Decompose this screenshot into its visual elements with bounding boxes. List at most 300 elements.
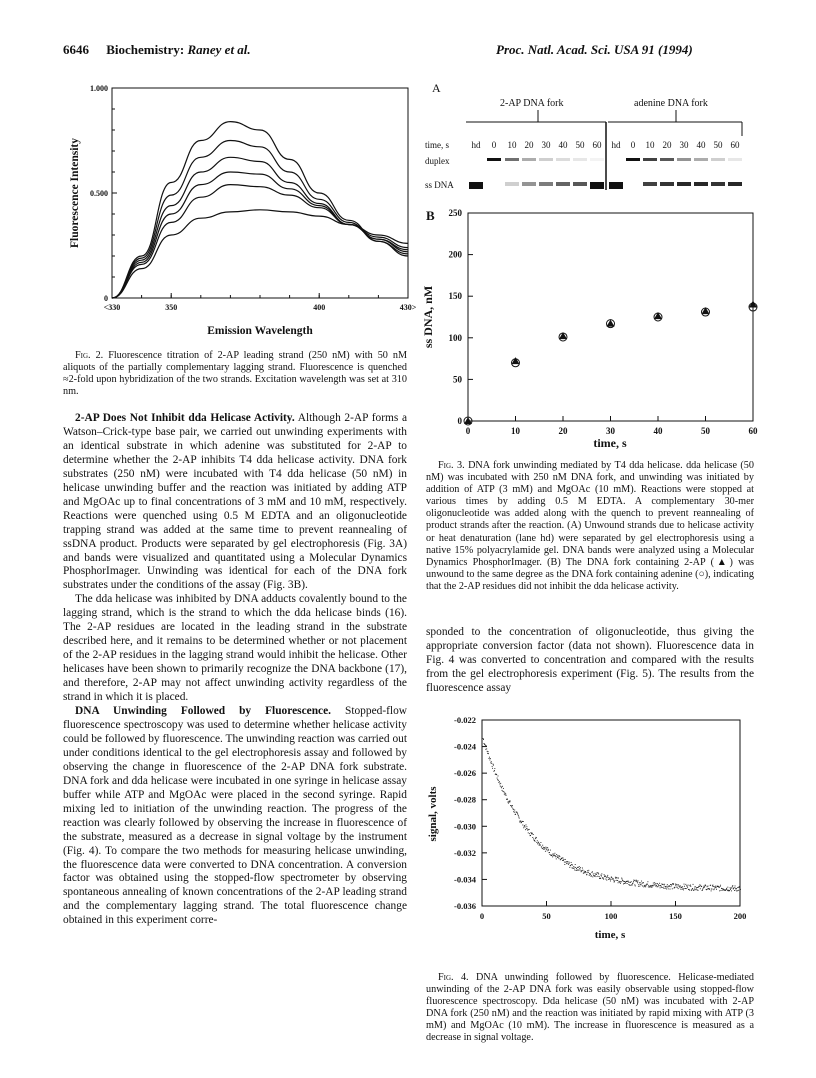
fig4-data-point bbox=[527, 829, 528, 830]
fig4-data-point bbox=[539, 843, 540, 844]
fig4-data-point bbox=[731, 887, 732, 888]
fig4-data-point bbox=[592, 876, 593, 877]
fig4-data-point bbox=[564, 862, 565, 863]
fig4-data-point bbox=[729, 890, 730, 891]
fig2-xtick-label: 430> bbox=[399, 303, 417, 312]
fig2-frame bbox=[112, 88, 408, 298]
fig4-data-point bbox=[504, 792, 505, 793]
fig4-data-point bbox=[589, 873, 590, 874]
fig4-data-point bbox=[646, 885, 647, 886]
fig4-data-point bbox=[645, 885, 646, 886]
fig4-data-point bbox=[715, 886, 716, 887]
fig4-data-point bbox=[726, 889, 727, 890]
fig4-data-point bbox=[650, 886, 651, 887]
fig4-data-point bbox=[695, 889, 696, 890]
fig4-data-point bbox=[608, 877, 609, 878]
fig3b-chart bbox=[420, 205, 760, 450]
fig4-data-point bbox=[698, 887, 699, 888]
fig4-data-point bbox=[582, 870, 583, 871]
fig4-data-point bbox=[556, 854, 557, 855]
fig4-data-point bbox=[489, 758, 490, 759]
fig4-data-point bbox=[520, 821, 521, 822]
fig4-data-point bbox=[696, 888, 697, 889]
fig3a-lane-label: 20 bbox=[524, 140, 534, 150]
fig4-data-point bbox=[633, 881, 634, 882]
fig4-data-point bbox=[716, 889, 717, 890]
fig4-data-point bbox=[670, 889, 671, 890]
fig4-data-point bbox=[569, 863, 570, 864]
fig2-caption bbox=[63, 350, 407, 398]
fig4-data-point bbox=[659, 885, 660, 886]
fig3b-xtick-label: 30 bbox=[606, 426, 615, 436]
fig4-data-point bbox=[606, 877, 607, 878]
fig4-data-point bbox=[634, 884, 635, 885]
fig4-data-point bbox=[505, 794, 506, 795]
fig4-data-point bbox=[493, 764, 494, 765]
fig4-data-point bbox=[677, 884, 678, 885]
fig4-data-point bbox=[565, 859, 566, 860]
fig4-data-point bbox=[682, 889, 683, 890]
fig4-data-point bbox=[654, 884, 655, 885]
fig4-data-point bbox=[681, 887, 682, 888]
fig4-data-point bbox=[577, 870, 578, 871]
fig3a-band-duplex bbox=[522, 158, 536, 161]
fig4-data-point bbox=[615, 878, 616, 879]
fig4-data-point bbox=[680, 886, 681, 887]
fig4-data-point bbox=[701, 886, 702, 887]
fig4-data-point bbox=[714, 886, 715, 887]
fig4-data-point bbox=[601, 873, 602, 874]
fig4-data-point bbox=[638, 886, 639, 887]
fig4-data-point bbox=[533, 834, 534, 835]
fig4-data-point bbox=[597, 872, 598, 873]
fig4-data-point bbox=[600, 875, 601, 876]
fig4-data-point bbox=[578, 870, 579, 871]
fig4-data-point bbox=[558, 858, 559, 859]
fig4-data-point bbox=[491, 763, 492, 764]
fig4-data-point bbox=[594, 875, 595, 876]
fig4-data-point bbox=[655, 884, 656, 885]
fig4-data-point bbox=[519, 822, 520, 823]
fig4-data-point bbox=[710, 885, 711, 886]
fig3a-band-duplex bbox=[711, 158, 725, 161]
fig4-data-point bbox=[564, 864, 565, 865]
fig4-data-point bbox=[675, 884, 676, 885]
fig4-data-point bbox=[535, 841, 536, 842]
fig4-data-point bbox=[658, 884, 659, 885]
fig4-data-point bbox=[543, 848, 544, 849]
fig4-data-point bbox=[613, 880, 614, 881]
fig4-data-point bbox=[571, 862, 572, 863]
fig4-data-point bbox=[695, 886, 696, 887]
fig4-data-point bbox=[512, 807, 513, 808]
fig4-data-point bbox=[521, 822, 522, 823]
fig4-data-point bbox=[733, 888, 734, 889]
fig4-data-point bbox=[661, 887, 662, 888]
fig4-data-point bbox=[584, 871, 585, 872]
fig4-data-point bbox=[711, 890, 712, 891]
fig4-data-point bbox=[738, 887, 739, 888]
right-column bbox=[426, 626, 754, 696]
fig3b-xlabel: time, s bbox=[593, 436, 627, 450]
fig4-data-point bbox=[603, 879, 604, 880]
fig4-data-point bbox=[502, 786, 503, 787]
fig4-data-point bbox=[666, 887, 667, 888]
fig4-data-point bbox=[598, 874, 599, 875]
fig4-data-point bbox=[523, 827, 524, 828]
fig3a-lane-label: 60 bbox=[592, 140, 602, 150]
fig4-data-point bbox=[633, 883, 634, 884]
fig4-data-point bbox=[700, 885, 701, 886]
fig4-data-point bbox=[609, 879, 610, 880]
fig4-data-point bbox=[501, 786, 502, 787]
fig3a-band-ss bbox=[573, 182, 587, 186]
fig4-data-point bbox=[732, 885, 733, 886]
fig4-data-point bbox=[645, 886, 646, 887]
fig4-data-point bbox=[692, 888, 693, 889]
paragraph-2ap: Although 2-AP forms a Watson–Crick-type base pair, we carried out unwinding experiments with an identical substrate in which adenine was substituted for 2-AP to determine whether the 2-AP inhibits T4 dda helicase activity. DNA fork substrates (250 nM) were incubated with T4 dda helicase (50 nM) in helicase unwinding buffer and the reaction was initiated by adding ATP and MgOAc up to final concentrations of 3 mM and 10 mM, respectively. Reactions were quenched using 0.5 M EDTA and an oligonucleotide trapping strand was added at the same time to prevent reannealing of ssDNA product. Products were separated by gel electrophoresis (Fig. 3A) and bands were visualized and quantitated using a Molecular Dynamics PhosphorImager. Unwinding was identical for each of the DNA fork substrates under the conditions of the assay (Fig. 3B). bbox=[63, 412, 407, 592]
fig3a-group-right: adenine DNA fork bbox=[634, 98, 708, 109]
fig3a-group-left: 2-AP DNA fork bbox=[500, 98, 564, 109]
fig4-data-point bbox=[616, 877, 617, 878]
fig4-data-point bbox=[575, 864, 576, 865]
fig4-data-point bbox=[621, 881, 622, 882]
fig4-data-point bbox=[659, 883, 660, 884]
fig4-data-point bbox=[705, 885, 706, 886]
fig3a-band-ss bbox=[469, 182, 483, 189]
fig4-data-point bbox=[618, 882, 619, 883]
fig4-data-point bbox=[702, 889, 703, 890]
fig4-data-point bbox=[513, 809, 514, 810]
fig4-data-point bbox=[592, 871, 593, 872]
fig4-data-point bbox=[686, 888, 687, 889]
fig4-data-point bbox=[596, 876, 597, 877]
fig4-data-point bbox=[736, 888, 737, 889]
fig3b-ytick-label: 200 bbox=[448, 249, 462, 260]
fig4-data-point bbox=[623, 880, 624, 881]
fig4-data-point bbox=[586, 872, 587, 873]
fig4-data-point bbox=[506, 795, 507, 796]
fig4-data-point bbox=[512, 808, 513, 809]
fig4-data-point bbox=[572, 865, 573, 866]
fig3a-band-duplex bbox=[643, 158, 657, 161]
fig4-data-point bbox=[515, 814, 516, 815]
fig4-data-point bbox=[687, 887, 688, 888]
fig3b-ytick-label: 150 bbox=[448, 291, 462, 302]
fig3a-time-label: time, s bbox=[425, 140, 449, 150]
fig4-data-point bbox=[666, 888, 667, 889]
fig4-data-point bbox=[644, 885, 645, 886]
fig4-data-point bbox=[487, 751, 488, 752]
fig3a-lane-label: 10 bbox=[645, 140, 655, 150]
fig4-data-point bbox=[568, 861, 569, 862]
fig4-data-point bbox=[673, 883, 674, 884]
fig4-data-point bbox=[586, 874, 587, 875]
fig4-ylabel: signal, volts bbox=[427, 786, 439, 842]
fig3a-lane-label: 30 bbox=[541, 140, 551, 150]
section-heading-unwinding: DNA Unwinding Followed by Fluorescence. bbox=[75, 705, 331, 718]
fig4-data-point bbox=[513, 811, 514, 812]
fig4-data-point bbox=[563, 859, 564, 860]
fig4-data-point bbox=[730, 887, 731, 888]
fig4-data-point bbox=[679, 887, 680, 888]
fig3a-band-duplex bbox=[660, 158, 674, 161]
fig3a-band-ss bbox=[609, 182, 623, 189]
fig3a-lane-label: 0 bbox=[630, 140, 636, 150]
fig4-data-point bbox=[553, 853, 554, 854]
fig4-data-point bbox=[624, 883, 625, 884]
fig4-data-point bbox=[494, 770, 495, 771]
fig4-data-point bbox=[533, 838, 534, 839]
fig4-data-point bbox=[642, 886, 643, 887]
paragraph-conversion: sponded to the concentration of oligonucleotide, thus giving the appropriate conversion factor (data not shown). Fluorescence data in Fig. 4 was converted to concentration and compared with the results from the gel electrophoresis experiment (Fig. 5). The results from the fluorescence assay bbox=[426, 626, 754, 694]
fig4-data-point bbox=[670, 886, 671, 887]
fig4-data-point bbox=[493, 771, 494, 772]
fig3a-band-ss bbox=[643, 182, 657, 186]
fig4-data-point bbox=[652, 887, 653, 888]
fig4-data-point bbox=[548, 850, 549, 851]
fig4-data-point bbox=[656, 886, 657, 887]
fig4-data-point bbox=[734, 887, 735, 888]
fig4-data-point bbox=[637, 881, 638, 882]
fig4-data-point bbox=[559, 856, 560, 857]
fig4-ytick-label: -0.026 bbox=[454, 768, 476, 779]
fig4-data-point bbox=[656, 885, 657, 886]
fig4-data-point bbox=[500, 786, 501, 787]
fig4-data-point bbox=[514, 810, 515, 811]
fig4-data-point bbox=[542, 845, 543, 846]
fig4-data-point bbox=[611, 877, 612, 878]
fig3a-band-ss bbox=[694, 182, 708, 186]
fig4-data-point bbox=[634, 880, 635, 881]
fig4-data-point bbox=[576, 870, 577, 871]
fig2-spectrum-line bbox=[112, 210, 408, 298]
fig4-data-point bbox=[720, 886, 721, 887]
fig4-data-point bbox=[669, 885, 670, 886]
fig4-data-point bbox=[713, 889, 714, 890]
fig4-data-point bbox=[532, 837, 533, 838]
fig4-data-point bbox=[518, 815, 519, 816]
fig4-data-point bbox=[488, 753, 489, 754]
fig4-data-point bbox=[568, 864, 569, 865]
fig4-data-point bbox=[545, 851, 546, 852]
fig3a-band-ss bbox=[590, 182, 604, 189]
fig4-data-point bbox=[529, 829, 530, 830]
fig4-data-point bbox=[699, 884, 700, 885]
fig4-data-point bbox=[656, 883, 657, 884]
fig4-data-point bbox=[526, 826, 527, 827]
fig4-frame bbox=[482, 720, 740, 906]
fig4-data-point bbox=[595, 874, 596, 875]
fig4-data-point bbox=[638, 880, 639, 881]
fig4-data-point bbox=[523, 821, 524, 822]
fig4-data-point bbox=[491, 761, 492, 762]
fig4-data-point bbox=[650, 885, 651, 886]
fig4-data-point bbox=[566, 861, 567, 862]
fig3a-band-ss bbox=[505, 182, 519, 186]
fig4-data-point bbox=[582, 870, 583, 871]
fig4-data-point bbox=[570, 865, 571, 866]
fig3a-band-duplex bbox=[573, 158, 587, 161]
fig4-xtick-label: 0 bbox=[479, 911, 485, 921]
fig4-data-point bbox=[720, 885, 721, 886]
fig4-data-point bbox=[708, 888, 709, 889]
fig4-data-point bbox=[606, 880, 607, 881]
fig3b-frame bbox=[468, 213, 753, 421]
fig4-data-point bbox=[704, 887, 705, 888]
fig4-ytick-label: -0.036 bbox=[454, 901, 476, 911]
fig4-data-point bbox=[549, 852, 550, 853]
fig4-data-point bbox=[735, 886, 736, 887]
fig4-data-point bbox=[537, 843, 538, 844]
fig4-data-point bbox=[573, 868, 574, 869]
left-column bbox=[63, 412, 407, 928]
fig3b-xtick-label: 60 bbox=[748, 426, 758, 436]
fig3a-lane-label: 60 bbox=[730, 140, 740, 150]
fig4-data-point bbox=[507, 799, 508, 800]
fig4-data-point bbox=[671, 884, 672, 885]
fig4-data-point bbox=[697, 889, 698, 890]
fig4-data-point bbox=[703, 888, 704, 889]
fig4-data-point bbox=[580, 867, 581, 868]
fig4-data-point bbox=[566, 863, 567, 864]
fig4-data-point bbox=[571, 864, 572, 865]
fig4-data-point bbox=[490, 758, 491, 759]
fig4-data-point bbox=[691, 890, 692, 891]
fig4-data-point bbox=[578, 867, 579, 868]
fig4-data-point bbox=[541, 847, 542, 848]
fig4-data-point bbox=[737, 890, 738, 891]
fig4-data-point bbox=[514, 812, 515, 813]
fig4-data-point bbox=[625, 883, 626, 884]
fig4-data-point bbox=[555, 856, 556, 857]
fig4-xtick-label: 100 bbox=[604, 911, 618, 921]
fig4-data-point bbox=[719, 890, 720, 891]
fig3b-xtick-label: 40 bbox=[653, 426, 663, 436]
fig4-data-point bbox=[546, 849, 547, 850]
fig4-data-point bbox=[662, 887, 663, 888]
fig4-data-point bbox=[512, 805, 513, 806]
fig4-data-point bbox=[543, 847, 544, 848]
fig4-data-point bbox=[503, 788, 504, 789]
fig4-data-point bbox=[483, 739, 484, 740]
section-heading-2ap: 2-AP Does Not Inhibit dda Helicase Activity. bbox=[75, 412, 295, 424]
fig3a-band-ss bbox=[522, 182, 536, 186]
fig4-data-point bbox=[624, 881, 625, 882]
fig4-data-point bbox=[670, 884, 671, 885]
fig4-data-point bbox=[525, 829, 526, 830]
fig4-data-point bbox=[500, 783, 501, 784]
fig4-data-point bbox=[558, 857, 559, 858]
fig4-data-point bbox=[688, 885, 689, 886]
fig4-data-point bbox=[621, 878, 622, 879]
fig4-data-point bbox=[614, 881, 615, 882]
fig4-data-point bbox=[485, 745, 486, 746]
fig4-data-point bbox=[639, 886, 640, 887]
fig4-data-point bbox=[647, 881, 648, 882]
fig3a-band-duplex bbox=[539, 158, 553, 161]
fig4-data-point bbox=[635, 881, 636, 882]
fig4-ytick-label: -0.022 bbox=[454, 715, 476, 725]
fig4-data-point bbox=[590, 874, 591, 875]
fig4-data-point bbox=[505, 793, 506, 794]
fig4-data-point bbox=[735, 889, 736, 890]
fig4-data-point bbox=[715, 887, 716, 888]
fig2-ylabel: Fluorescence Intensity bbox=[69, 138, 81, 248]
fig3a-lane-label: 0 bbox=[491, 140, 497, 150]
fig4-data-point bbox=[607, 875, 608, 876]
fig3-caption-text: DNA fork unwinding mediated by T4 dda helicase. dda helicase (50 nM) was incubated with 250 nM DNA fork, and unwinding was initiated by addition of ATP (3 mM) and MgOAc (10 mM). Reactions were stopped at various times by adding 0.5 M EDTA. A complementary 30-mer oligonucleotide was added along with the quench to prevent reannealing of product strands after the reaction. (A) Unwound strands due to helicase activity or heat denaturation (lane hd) were separated by gel electrophoresis using a native 15% polyacrylamide gel. DNA bands were analyzed using a Molecular Dynamics PhosphorImager. (B) The DNA fork containing 2-AP (▲) was unwound to the same degree as the DNA fork containing adenine (○), indicating that the 2-AP residues did not inhibit the dda helicase activity. bbox=[426, 460, 754, 592]
fig4-data-point bbox=[685, 888, 686, 889]
fig4-data-point bbox=[714, 888, 715, 889]
fig4-data-point bbox=[684, 886, 685, 887]
fig4-data-point bbox=[668, 888, 669, 889]
fig3b-xtick-label: 50 bbox=[701, 426, 710, 436]
fig4-data-point bbox=[613, 878, 614, 879]
fig4-data-point bbox=[557, 856, 558, 857]
fig4-data-point bbox=[559, 855, 560, 856]
fig4-caption-label: Fig. 4. bbox=[438, 972, 469, 983]
fig4-data-point bbox=[707, 889, 708, 890]
fig4-data-point bbox=[722, 888, 723, 889]
fig4-data-point bbox=[558, 855, 559, 856]
fig3b-panel-label: B bbox=[426, 208, 435, 223]
fig4-data-point bbox=[703, 886, 704, 887]
fig4-data-point bbox=[672, 883, 673, 884]
fig4-data-point bbox=[727, 887, 728, 888]
fig4-xlabel: time, s bbox=[594, 929, 626, 941]
fig4-data-point bbox=[610, 879, 611, 880]
fig3b-xtick-label: 0 bbox=[465, 426, 471, 436]
fig4-data-point bbox=[596, 874, 597, 875]
fig2-caption-label: Fig. 2. bbox=[75, 350, 104, 361]
fig4-data-point bbox=[610, 878, 611, 879]
fig4-data-point bbox=[604, 876, 605, 877]
fig4-ytick-label: -0.030 bbox=[454, 821, 476, 832]
fig4-data-point bbox=[557, 857, 558, 858]
fig4-data-point bbox=[614, 880, 615, 881]
fig4-data-point bbox=[486, 745, 487, 746]
fig4-data-point bbox=[550, 850, 551, 851]
fig4-data-point bbox=[504, 794, 505, 795]
fig4-data-point bbox=[667, 884, 668, 885]
fig4-data-point bbox=[655, 886, 656, 887]
fig4-data-point bbox=[598, 873, 599, 874]
fig4-caption-text: DNA unwinding followed by fluorescence. Helicase-mediated unwinding of the 2-AP DNA fork was easily observable using stopped-flow fluorescence spectroscopy. Dda helicase (50 nM) was incubated with 2-AP DNA fork (250 nM) and the reaction was initiated by rapid mixing with ATP (3 mM) and MgOAc (10 mM). The increase in fluorescence is measured as a decrease in signal voltage. bbox=[426, 972, 754, 1044]
fig4-data-point bbox=[538, 843, 539, 844]
fig3b-ytick-label: 250 bbox=[448, 208, 462, 218]
fig3a-band-duplex bbox=[626, 158, 640, 161]
fig4-data-point bbox=[488, 751, 489, 752]
fig4-data-point bbox=[680, 889, 681, 890]
fig4-data-point bbox=[716, 887, 717, 888]
fig4-data-point bbox=[591, 875, 592, 876]
fig4-data-point bbox=[678, 888, 679, 889]
fig4-data-point bbox=[616, 880, 617, 881]
fig4-data-point bbox=[503, 791, 504, 792]
fig4-data-point bbox=[527, 830, 528, 831]
fig3a-band-duplex bbox=[505, 158, 519, 161]
fig4-data-point bbox=[518, 816, 519, 817]
fig4-data-point bbox=[685, 884, 686, 885]
fig4-data-point bbox=[731, 888, 732, 889]
fig4-data-point bbox=[632, 885, 633, 886]
fig3b-ytick-label: 50 bbox=[453, 374, 462, 385]
fig4-data-point bbox=[690, 885, 691, 886]
fig4-data-point bbox=[548, 849, 549, 850]
fig3a-band-ss bbox=[728, 182, 742, 186]
fig4-data-point bbox=[642, 883, 643, 884]
